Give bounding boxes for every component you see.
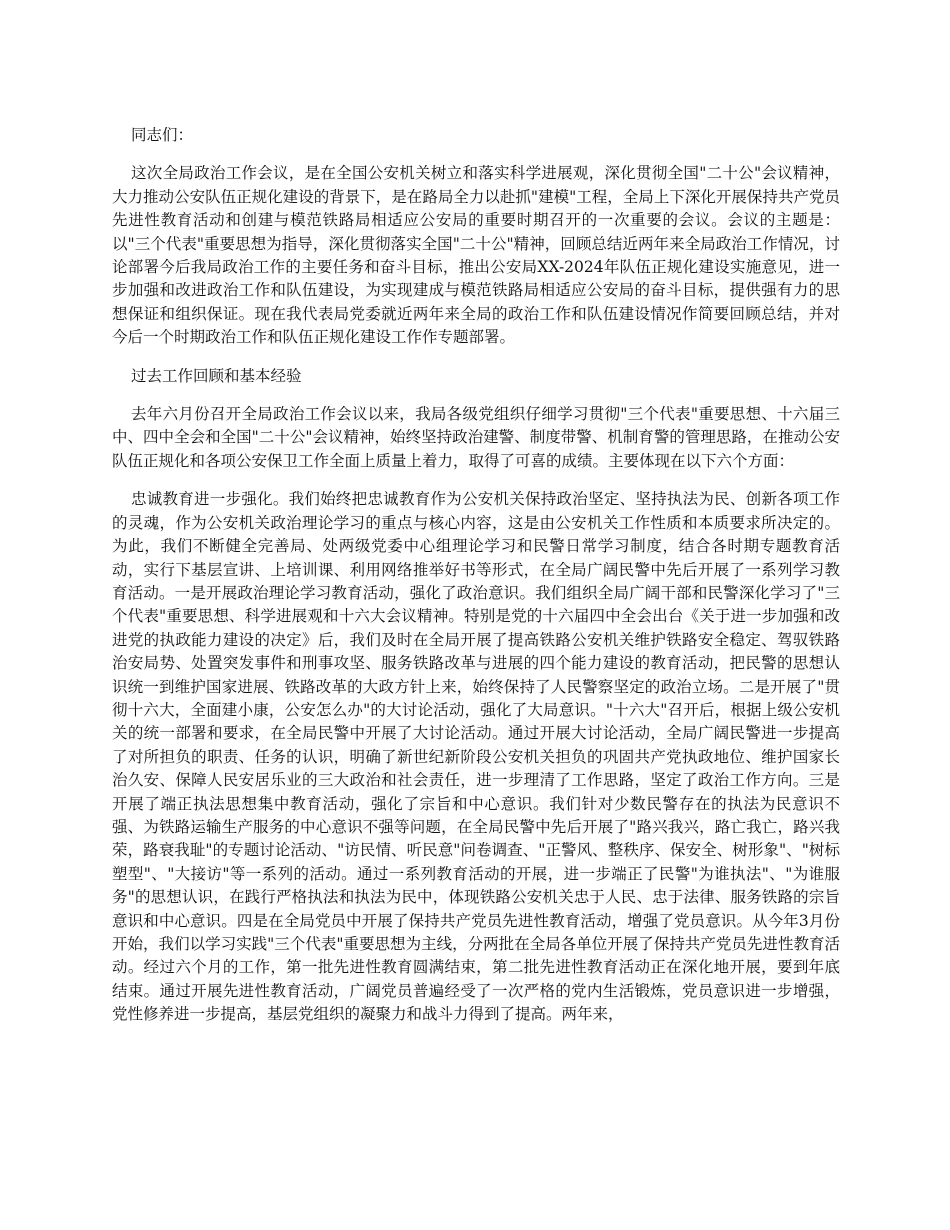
section-heading: 过去工作回顾和基本经验 [131,366,302,385]
document-body [112,124,840,1027]
paragraph-meeting-intro: 这次全局政治工作会议，是在全国公安机关树立和落实科学进展观，深化贯彻全国"二十公"会议精神，大力推动公安队伍正规化建设的背景下，是在路局全力以赴抓"建模"工程，全局上下深化开展保持共产党员先进性教育活动和创建与模范铁路局相适应公安局的重要时期召开的一次重要的会议。会议的主题是：以"三个代表"重要思想为指导，深化贯彻落实全国"二十公"精神，回顾总结近两年来全局政治工作情况，讨论部署今后我局政治工作的主要任务和奋斗目标，推出公安局XX-2024年队伍正规化建设实施意见，进一步加强和改进政治工作和队伍建设，为实现建成与模范铁路局相适应公安局的奋斗目标，提供强有力的思想保证和组织保证。现在我代表局党委就近两年来全局的政治工作和队伍建设情况作简要回顾总结，并对今后一个时期政治工作和队伍正规化建设工作作专题部署。 [112,164,840,347]
paragraph-loyalty-education: 忠诚教育进一步强化。我们始终把忠诚教育作为公安机关保持政治坚定、坚持执法为民、创新各项工作的灵魂，作为公安机关政治理论学习的重点与核心内容，这是由公安机关工作性质和本质要求所决定的。为此，我们不断健全完善局、处两级党委中心组理论学习和民警日常学习制度，结合各时期专题教育活动，实行下基层宣讲、上培训课、利用网络推举好书等形式，在全局广阔民警中先后开展了一系列学习教育活动。一是开展政治理论学习教育活动，强化了政治意识。我们组织全局广阔干部和民警深化学习了"三个代表"重要思想、科学进展观和十六大会议精神。特别是党的十六届四中全会出台《关于进一步加强和改进党的执政能力建设的决定》后，我们及时在全局开展了提高铁路公安机关维护铁路安全稳定、驾驭铁路治安局势、处置突发事件和刑事攻坚、服务铁路改革与进展的四个能力建设的教育活动，把民警的思想认识统一到维护国家进展、铁路改革的大政方针上来，始终保持了人民警察坚定的政治立场。二是开展了"贯彻十六大，全面建小康，公安怎么办"的大讨论活动，强化了大局意识。"十六大"召开后，根据上级公安机关的统一部署和要求，在全局民警中开展了大讨论活动。通过开展大讨论活动，全局广阔民警进一步提高了对所担负的职责、任务的认识，明确了新世纪新阶段公安机关担负的巩固共产党执政地位、维护国家长治久安、保障人民安居乐业的三大政治和社会责任，进一步理清了工作思路，坚定了政治工作方向。三是开展了端正执法思想集中教育活动，强化了宗旨和中心意识。我们针对少数民警存在的执法为民意识不强、为铁路运输生产服务的中心意识不强等问题，在全局民警中先后开展了"路兴我兴，路亡我亡，路兴我荣，路衰我耻"的专题讨论活动、"访民情、听民意"问卷调查、"正警风、整秩序、保安全、树形象"、"树标塑型"、"大接访"等一系列的活动。通过一系列教育活动的开展，进一步端正了民警"为谁执法"、"为谁服务"的思想认识，在践行严格执法和执法为民中，体现铁路公安机关忠于人民、忠于法律、服务铁路的宗旨意识和中心意识。四是在全局党员中开展了保持共产党员先进性教育活动，增强了党员意识。从今年3月份开始，我们以学习实践"三个代表"重要思想为主线，分两批在全局各单位开展了保持共产党员先进性教育活动。经过六个月的工作，第一批先进性教育圆满结束，第二批先进性教育活动正在深化地开展，要到年底结束。通过开展先进性教育活动，广阔党员普遍经受了一次严格的党内生活锻炼，党员意识进一步增强，党性修养进一步提高，基层党组织的凝聚力和战斗力得到了提高。两年来， [112,490,840,1024]
salutation: 同志们： [131,126,194,144]
paragraph-review-summary: 去年六月份召开全局政治工作会议以来，我局各级党组织仔细学习贯彻"三个代表"重要思想、十六届三中、四中全会和全国"二十公"会议精神，始终坚持政治建警、制度带警、机制育警的管理思路，在推动公安队伍正规化和各项公安保卫工作全面上质量上着力，取得了可喜的成绩。主要体现在以下六个方面： [112,405,840,470]
